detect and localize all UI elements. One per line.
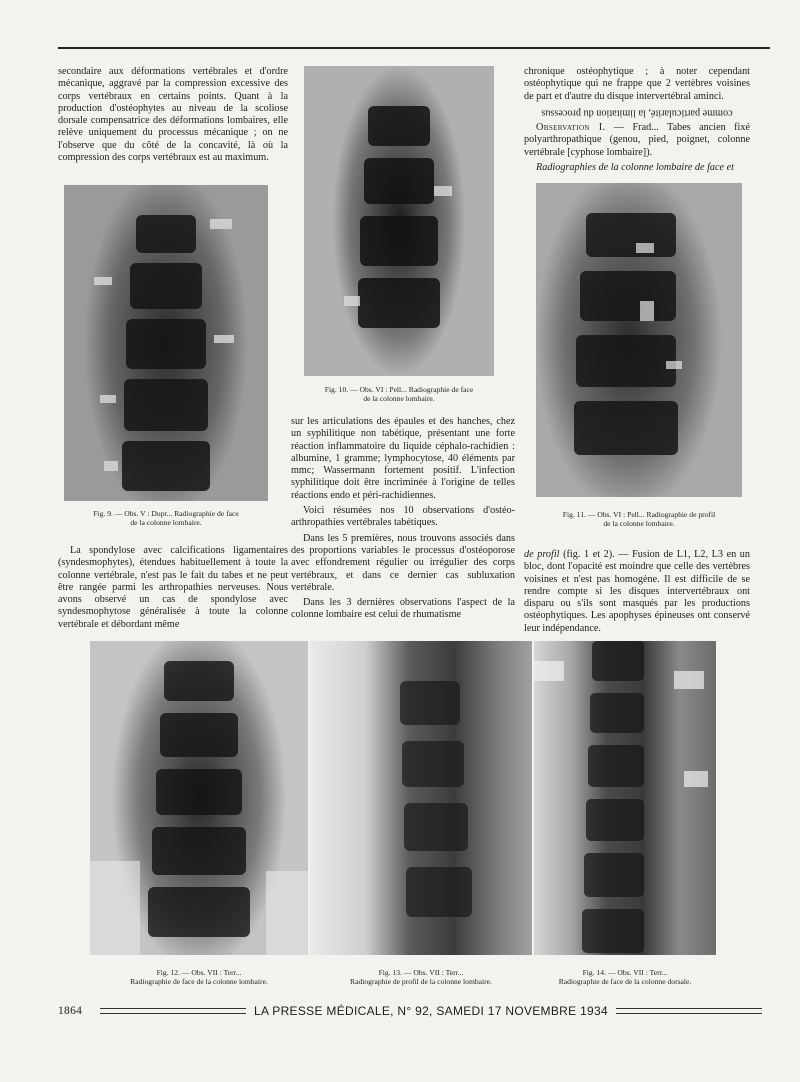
spine-image: [90, 641, 308, 955]
spine-image: [64, 185, 268, 501]
spine-image: [534, 641, 716, 955]
figure-10-caption: [304, 385, 494, 403]
figure-13-radiograph: [310, 641, 532, 955]
observation-label: Observation I.: [536, 122, 606, 134]
caption-line: de la colonne lombaire.: [603, 519, 675, 528]
figure-10-radiograph: [304, 66, 494, 376]
paragraph: Voici résumées nos 10 observations d'ostéo-arthropathies vertébrales tabétiques.: [291, 505, 515, 529]
journal-title: LA PRESSE MÉDICALE, N° 92, SAMEDI 17 NOVEMBRE 1934: [254, 1004, 608, 1018]
spine-image: [536, 183, 742, 497]
column-3-top: [524, 66, 750, 177]
column-1-top: [58, 66, 288, 167]
caption-line: de la colonne lombaire.: [130, 518, 202, 527]
paragraph-text: (fig. 1 et 2). — Fusion de L1, L2, L3 en un bloc, dont l'opacité est moindre que celle des vertèbres voisines et n'est pas homogène. Il est difficile de se rendre compte si les disques intervertébraux ont disparu ou s'ils sont masqués par les productions ostéophytiques. Les apophyses épineuses ont conservé leur indépendance.: [524, 549, 750, 634]
figure-9-caption: [64, 509, 268, 527]
paragraph: Dans les 5 premières, nous trouvons associés dans des proportions variables le processus d'ostéoporose avec effondrement régulier ou irrégulier des corps vertébraux, et dans ce dernier cas subluxation vertébrale.: [291, 532, 515, 593]
column-3-bottom: [524, 549, 750, 638]
figure-12-radiograph: [90, 641, 308, 955]
footer-rule: [616, 1008, 762, 1014]
paragraph: [524, 549, 750, 635]
caption-line: Radiographie de profil de la colonne lombaire.: [350, 977, 492, 986]
caption-line: Fig. 9. — Obs. V : Dupr... Radiographie de face: [93, 509, 239, 518]
flipped-line: comme particularité, la limitation du processus: [541, 107, 733, 119]
paragraph: chronique ostéophytique ; à noter cependant ostéophytique qui ne frappe que 2 vertèbres voisines de part et d'autre du disque intervertébral aminci.: [524, 66, 750, 102]
caption-line: Fig. 10. — Obs. VI : Pell... Radiographie de face: [324, 385, 474, 394]
italic-lead: de profil: [524, 549, 560, 560]
column-1-bottom: [58, 545, 288, 634]
page-number: 1864: [58, 1005, 83, 1017]
page-footer: [58, 1002, 770, 1020]
spine-image: [304, 66, 494, 376]
paragraph: La spondylose avec calcifications ligamentaires (syndesmophytes), étendues habituellement à toute la colonne vertébrale, n'est pas le fait du tabes et ne peut être rangée parmi les arthropathies nerveuses. Nous avons observé un cas de spondylose avec syndesmophytose généralisée à toute la colonne vertébrale et débordant même: [58, 545, 288, 630]
top-rule: [58, 47, 770, 49]
caption-line: Fig. 12. — Obs. VII : Terr...: [156, 968, 242, 977]
paragraph: Dans les 3 dernières observations l'aspect de la colonne lombaire est celui de rhumatisme: [291, 597, 515, 621]
footer-rule: [100, 1008, 246, 1014]
figure-14-radiograph: [534, 641, 716, 955]
caption-line: Fig. 13. — Obs. VII : Terr...: [378, 968, 464, 977]
caption-line: Fig. 11. — Obs. VI : Pell... Radiographie de profil: [562, 510, 716, 519]
caption-line: de la colonne lombaire.: [363, 394, 435, 403]
radiography-heading: Radiographies de la colonne lombaire de face et: [536, 162, 734, 174]
figure-13-caption: [310, 968, 532, 986]
observation-text: — Frad... Tabes ancien fixé polyarthropathique (genou, pied, poignet, colonne vertébrale [cyphose lombaire]).: [524, 122, 751, 158]
figure-9-radiograph: [64, 185, 268, 501]
paragraph: secondaire aux déformations vertébrales et d'ordre mécanique, aggravé par la compression excessive des corps vertébraux en certains points. Quant à la production d'ostéophytes au niveau de la scoliose dorsale compensatrice des déformations lombaires, elle relève uniquement du processus mécanique ; on ne l'observe que du côté de la concavité, là où la compression des corps vertébraux est au maximum.: [58, 66, 288, 164]
caption-line: Fig. 14. — Obs. VII : Terr...: [582, 968, 668, 977]
spine-image: [310, 641, 532, 955]
figure-11-radiograph: [536, 183, 742, 497]
figure-11-caption: [536, 510, 742, 528]
figure-12-caption: [90, 968, 308, 986]
figure-14-caption: [534, 968, 716, 986]
caption-line: Radiographie de face de la colonne lombaire.: [130, 977, 268, 986]
column-2: [291, 416, 515, 625]
caption-line: Radiographie de face de la colonne dorsale.: [558, 977, 692, 986]
observation-paragraph: [524, 122, 750, 159]
paragraph: sur les articulations des épaules et des hanches, chez un syphilitique non tabétique, présentant une forte réaction inflammatoire du liquide céphalo-rachidien : albumine, 1 gramme; lymphocytose, 40 éléments par mmc; Wassermann fortement positif. L'infection syphilitique doit être incriminée à l'origine de telles réactions endo et péri-rachidiennes.: [291, 416, 515, 501]
